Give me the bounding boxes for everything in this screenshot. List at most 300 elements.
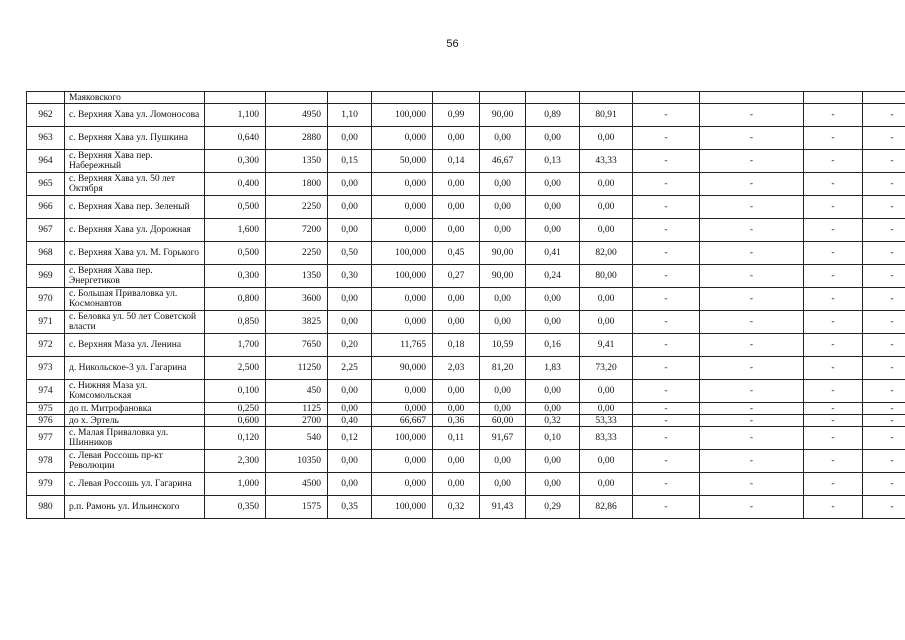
value-cell: 0,000	[372, 380, 433, 403]
location-name-cell: с. Верхняя Маза ул. Ленина	[65, 334, 205, 357]
row-number-cell: 972	[27, 334, 65, 357]
value-cell: 0,00	[526, 380, 580, 403]
value-cell	[580, 92, 633, 104]
location-name-cell: до х. Эртель	[65, 415, 205, 427]
value-cell: 0,27	[433, 265, 480, 288]
table-row	[27, 380, 905, 403]
value-cell: -	[633, 196, 700, 219]
value-cell: 0,00	[580, 473, 633, 496]
value-cell: -	[863, 496, 905, 519]
value-cell	[700, 92, 804, 104]
row-number-cell: 964	[27, 150, 65, 173]
page-number: 56	[446, 38, 459, 50]
value-cell: -	[633, 334, 700, 357]
value-cell: 0,00	[526, 403, 580, 415]
value-cell	[804, 92, 863, 104]
value-cell: 0,00	[328, 173, 372, 196]
value-cell: -	[700, 450, 804, 473]
value-cell: -	[804, 427, 863, 450]
value-cell: 2,03	[433, 357, 480, 380]
value-cell: -	[863, 219, 905, 242]
value-cell: -	[863, 473, 905, 496]
table-row	[27, 104, 905, 127]
value-cell: -	[700, 196, 804, 219]
value-cell: -	[700, 150, 804, 173]
value-cell: 0,32	[433, 496, 480, 519]
value-cell: -	[804, 288, 863, 311]
value-cell: 0,000	[372, 450, 433, 473]
row-number-cell: 966	[27, 196, 65, 219]
value-cell: 80,00	[580, 265, 633, 288]
value-cell: 82,86	[580, 496, 633, 519]
value-cell: -	[863, 173, 905, 196]
value-cell: 0,18	[433, 334, 480, 357]
value-cell: -	[863, 242, 905, 265]
value-cell: -	[700, 288, 804, 311]
location-name-cell: с. Верхняя Хава ул. Дорожная	[65, 219, 205, 242]
value-cell: -	[863, 450, 905, 473]
value-cell: 0,00	[433, 403, 480, 415]
value-cell: -	[633, 288, 700, 311]
value-cell: -	[863, 311, 905, 334]
value-cell: 4950	[266, 104, 328, 127]
value-cell: -	[804, 473, 863, 496]
value-cell: 82,00	[580, 242, 633, 265]
value-cell: 11250	[266, 357, 328, 380]
value-cell: 0,00	[480, 450, 526, 473]
value-cell: -	[863, 415, 905, 427]
value-cell: 0,000	[372, 288, 433, 311]
row-number-cell: 962	[27, 104, 65, 127]
value-cell: 2250	[266, 242, 328, 265]
value-cell: 0,500	[205, 242, 266, 265]
location-name-cell: р.п. Рамонь ул. Ильинского	[65, 496, 205, 519]
value-cell: 0,36	[433, 415, 480, 427]
row-number-cell: 973	[27, 357, 65, 380]
value-cell: 0,15	[328, 150, 372, 173]
value-cell: 60,00	[480, 415, 526, 427]
value-cell: -	[863, 265, 905, 288]
value-cell: 540	[266, 427, 328, 450]
value-cell: -	[700, 427, 804, 450]
value-cell	[480, 92, 526, 104]
table-row	[27, 334, 905, 357]
table-row	[27, 357, 905, 380]
value-cell: 1,000	[205, 473, 266, 496]
value-cell: -	[804, 334, 863, 357]
value-cell: 0,500	[205, 196, 266, 219]
value-cell: 1350	[266, 150, 328, 173]
value-cell: 0,40	[328, 415, 372, 427]
value-cell: 3825	[266, 311, 328, 334]
value-cell: 4500	[266, 473, 328, 496]
table-row	[27, 150, 905, 173]
table-row	[27, 427, 905, 450]
value-cell: 46,67	[480, 150, 526, 173]
location-name-cell: до п. Митрофановка	[65, 403, 205, 415]
value-cell: 0,400	[205, 173, 266, 196]
value-cell: 91,67	[480, 427, 526, 450]
value-cell: -	[633, 219, 700, 242]
value-cell: 90,00	[480, 265, 526, 288]
table-row	[27, 311, 905, 334]
row-number-cell: 967	[27, 219, 65, 242]
value-cell: 0,00	[580, 380, 633, 403]
value-cell: 0,00	[433, 380, 480, 403]
table-row	[27, 496, 905, 519]
value-cell: -	[700, 380, 804, 403]
value-cell: 0,300	[205, 265, 266, 288]
value-cell: 9,41	[580, 334, 633, 357]
value-cell: 66,667	[372, 415, 433, 427]
value-cell: 0,350	[205, 496, 266, 519]
location-name-cell: д. Никольское-3 ул. Гагарина	[65, 357, 205, 380]
value-cell: 100,000	[372, 265, 433, 288]
value-cell: -	[633, 415, 700, 427]
value-cell: 0,14	[433, 150, 480, 173]
value-cell: 0,00	[580, 450, 633, 473]
value-cell: -	[700, 173, 804, 196]
value-cell: 50,000	[372, 150, 433, 173]
row-number-cell: 970	[27, 288, 65, 311]
value-cell: 7650	[266, 334, 328, 357]
value-cell: -	[804, 380, 863, 403]
value-cell: 2250	[266, 196, 328, 219]
value-cell: -	[633, 173, 700, 196]
value-cell: -	[700, 496, 804, 519]
value-cell: 0,000	[372, 173, 433, 196]
value-cell: 0,99	[433, 104, 480, 127]
value-cell: 0,00	[328, 219, 372, 242]
value-cell: -	[804, 311, 863, 334]
value-cell: 0,00	[328, 288, 372, 311]
value-cell: 0,000	[372, 403, 433, 415]
value-cell: 0,32	[526, 415, 580, 427]
value-cell: 0,000	[372, 219, 433, 242]
value-cell: -	[863, 380, 905, 403]
road-data-table	[26, 91, 905, 519]
row-number-cell: 965	[27, 173, 65, 196]
value-cell: -	[863, 427, 905, 450]
value-cell: 0,89	[526, 104, 580, 127]
row-number-cell	[27, 92, 65, 104]
value-cell: 90,00	[480, 104, 526, 127]
location-name-cell: с. Верхняя Хава пер. Зеленый	[65, 196, 205, 219]
value-cell: 0,640	[205, 127, 266, 150]
value-cell: 0,00	[328, 196, 372, 219]
row-number-cell: 978	[27, 450, 65, 473]
value-cell: 0,000	[372, 311, 433, 334]
value-cell: 0,000	[372, 473, 433, 496]
value-cell: 1800	[266, 173, 328, 196]
location-name-cell: с. Левая Россошь ул. Гагарина	[65, 473, 205, 496]
value-cell: 0,00	[433, 219, 480, 242]
value-cell: 2,300	[205, 450, 266, 473]
value-cell: -	[633, 127, 700, 150]
value-cell: 0,00	[526, 173, 580, 196]
value-cell: 0,10	[526, 427, 580, 450]
value-cell: -	[863, 288, 905, 311]
value-cell: -	[804, 242, 863, 265]
value-cell: 0,16	[526, 334, 580, 357]
table-row	[27, 415, 905, 427]
value-cell: -	[633, 311, 700, 334]
value-cell: -	[863, 104, 905, 127]
value-cell: 0,00	[480, 196, 526, 219]
table-row	[27, 450, 905, 473]
value-cell: -	[633, 403, 700, 415]
value-cell: 100,000	[372, 104, 433, 127]
value-cell: 73,20	[580, 357, 633, 380]
value-cell: 0,00	[328, 380, 372, 403]
value-cell: -	[804, 415, 863, 427]
row-number-cell: 977	[27, 427, 65, 450]
value-cell: -	[633, 473, 700, 496]
value-cell: 100,000	[372, 496, 433, 519]
table-row	[27, 242, 905, 265]
value-cell: 0,24	[526, 265, 580, 288]
location-name-cell: с. Верхняя Хава ул. Ломоносова	[65, 104, 205, 127]
location-name-cell: с. Левая Россошь пр-кт Революции	[65, 450, 205, 473]
value-cell: 0,11	[433, 427, 480, 450]
value-cell: 0,800	[205, 288, 266, 311]
value-cell: 10,59	[480, 334, 526, 357]
value-cell: 0,12	[328, 427, 372, 450]
value-cell: 0,100	[205, 380, 266, 403]
table-row	[27, 473, 905, 496]
value-cell: -	[863, 127, 905, 150]
value-cell: -	[804, 173, 863, 196]
table-row	[27, 196, 905, 219]
value-cell: 0,00	[433, 473, 480, 496]
value-cell: 0,300	[205, 150, 266, 173]
value-cell: 90,000	[372, 357, 433, 380]
row-number-cell: 968	[27, 242, 65, 265]
value-cell: -	[633, 496, 700, 519]
value-cell: -	[633, 427, 700, 450]
value-cell: -	[633, 380, 700, 403]
value-cell: -	[863, 334, 905, 357]
value-cell: 0,00	[328, 311, 372, 334]
value-cell: 0,00	[580, 219, 633, 242]
value-cell: -	[700, 242, 804, 265]
value-cell: -	[804, 196, 863, 219]
value-cell: 0,29	[526, 496, 580, 519]
value-cell: 1575	[266, 496, 328, 519]
value-cell: -	[700, 311, 804, 334]
location-name-cell: с. Верхняя Хава ул. М. Горького	[65, 242, 205, 265]
value-cell: 0,00	[526, 127, 580, 150]
value-cell: 0,00	[480, 380, 526, 403]
value-cell: 83,33	[580, 427, 633, 450]
value-cell: 1,600	[205, 219, 266, 242]
value-cell: 0,00	[480, 127, 526, 150]
value-cell: 2700	[266, 415, 328, 427]
value-cell: -	[863, 150, 905, 173]
value-cell: 0,600	[205, 415, 266, 427]
value-cell: 0,00	[480, 311, 526, 334]
value-cell: 0,00	[526, 473, 580, 496]
value-cell	[372, 92, 433, 104]
value-cell: -	[863, 403, 905, 415]
value-cell: 0,00	[526, 288, 580, 311]
table-row	[27, 403, 905, 415]
row-number-cell: 976	[27, 415, 65, 427]
value-cell	[526, 92, 580, 104]
value-cell: 0,00	[580, 311, 633, 334]
value-cell: 0,00	[526, 450, 580, 473]
value-cell: -	[700, 127, 804, 150]
value-cell: -	[804, 219, 863, 242]
value-cell: 0,35	[328, 496, 372, 519]
value-cell: -	[633, 242, 700, 265]
value-cell: 0,00	[526, 311, 580, 334]
value-cell: -	[863, 357, 905, 380]
value-cell: 0,00	[580, 127, 633, 150]
value-cell: -	[633, 450, 700, 473]
value-cell: 1125	[266, 403, 328, 415]
value-cell: 0,00	[480, 173, 526, 196]
value-cell: 0,00	[580, 288, 633, 311]
value-cell: -	[804, 127, 863, 150]
row-number-cell: 975	[27, 403, 65, 415]
table-row	[27, 265, 905, 288]
value-cell: 1,83	[526, 357, 580, 380]
value-cell: -	[700, 403, 804, 415]
value-cell: 3600	[266, 288, 328, 311]
location-name-cell: с. Беловка ул. 50 лет Советской власти	[65, 311, 205, 334]
value-cell: 10350	[266, 450, 328, 473]
value-cell: 0,000	[372, 196, 433, 219]
value-cell: -	[700, 415, 804, 427]
row-number-cell: 969	[27, 265, 65, 288]
location-name-cell: с. Верхняя Хава ул. 50 лет Октября	[65, 173, 205, 196]
value-cell: 0,00	[433, 311, 480, 334]
value-cell: 0,41	[526, 242, 580, 265]
value-cell: 0,00	[328, 450, 372, 473]
location-name-cell: с. Нижняя Маза ул. Комсомольская	[65, 380, 205, 403]
value-cell: -	[633, 104, 700, 127]
value-cell: 0,00	[526, 196, 580, 219]
value-cell: 1,700	[205, 334, 266, 357]
value-cell: 1,100	[205, 104, 266, 127]
value-cell: 0,00	[480, 403, 526, 415]
value-cell: 81,20	[480, 357, 526, 380]
value-cell: -	[633, 150, 700, 173]
value-cell: 100,000	[372, 427, 433, 450]
value-cell: -	[633, 265, 700, 288]
table-row	[27, 173, 905, 196]
row-number-cell: 971	[27, 311, 65, 334]
value-cell: 0,20	[328, 334, 372, 357]
value-cell	[205, 92, 266, 104]
value-cell: 1350	[266, 265, 328, 288]
value-cell: 2,25	[328, 357, 372, 380]
value-cell: 0,13	[526, 150, 580, 173]
value-cell: 0,00	[433, 173, 480, 196]
value-cell: -	[700, 219, 804, 242]
location-name-cell: с. Верхняя Хава ул. Пушкина	[65, 127, 205, 150]
value-cell: 0,00	[480, 288, 526, 311]
value-cell: -	[804, 265, 863, 288]
row-number-cell: 963	[27, 127, 65, 150]
value-cell: -	[804, 496, 863, 519]
value-cell: 0,00	[433, 450, 480, 473]
value-cell: 7200	[266, 219, 328, 242]
row-number-cell: 974	[27, 380, 65, 403]
value-cell: 0,45	[433, 242, 480, 265]
location-name-cell: с. Верхняя Хава пер. Энергетиков	[65, 265, 205, 288]
row-number-cell: 980	[27, 496, 65, 519]
value-cell: -	[804, 150, 863, 173]
value-cell: -	[633, 357, 700, 380]
value-cell: -	[700, 265, 804, 288]
value-cell: -	[804, 450, 863, 473]
value-cell	[633, 92, 700, 104]
value-cell: -	[700, 104, 804, 127]
value-cell: 11,765	[372, 334, 433, 357]
value-cell: 0,00	[328, 403, 372, 415]
value-cell: 0,00	[328, 473, 372, 496]
value-cell: -	[804, 104, 863, 127]
value-cell: 450	[266, 380, 328, 403]
value-cell: 0,250	[205, 403, 266, 415]
value-cell: 0,00	[526, 219, 580, 242]
value-cell: 90,00	[480, 242, 526, 265]
value-cell	[266, 92, 328, 104]
value-cell	[433, 92, 480, 104]
value-cell: -	[804, 403, 863, 415]
value-cell: 0,00	[433, 288, 480, 311]
value-cell: 2880	[266, 127, 328, 150]
value-cell: 0,850	[205, 311, 266, 334]
table-row	[27, 127, 905, 150]
value-cell: -	[700, 334, 804, 357]
location-name-cell: с. Малая Приваловка ул. Шинников	[65, 427, 205, 450]
value-cell: 80,91	[580, 104, 633, 127]
value-cell: -	[804, 357, 863, 380]
value-cell: 43,33	[580, 150, 633, 173]
value-cell: -	[700, 473, 804, 496]
table-row	[27, 288, 905, 311]
table-row	[27, 92, 905, 104]
value-cell: 0,00	[580, 403, 633, 415]
value-cell: 1,10	[328, 104, 372, 127]
value-cell: 0,120	[205, 427, 266, 450]
value-cell: 53,33	[580, 415, 633, 427]
value-cell: 0,30	[328, 265, 372, 288]
value-cell: 0,00	[580, 196, 633, 219]
table-row	[27, 219, 905, 242]
value-cell: 0,00	[328, 127, 372, 150]
value-cell: 100,000	[372, 242, 433, 265]
row-number-cell: 979	[27, 473, 65, 496]
value-cell: 0,00	[580, 173, 633, 196]
value-cell: 91,43	[480, 496, 526, 519]
value-cell: 0,00	[433, 196, 480, 219]
value-cell: 0,00	[433, 127, 480, 150]
value-cell: 0,00	[480, 219, 526, 242]
value-cell: 0,000	[372, 127, 433, 150]
value-cell	[863, 92, 905, 104]
value-cell: -	[863, 196, 905, 219]
location-name-cell: с. Большая Приваловка ул. Космонавтов	[65, 288, 205, 311]
value-cell: 0,50	[328, 242, 372, 265]
value-cell: 0,00	[480, 473, 526, 496]
value-cell: 2,500	[205, 357, 266, 380]
value-cell	[328, 92, 372, 104]
location-name-cell: Маяковского	[65, 92, 205, 104]
